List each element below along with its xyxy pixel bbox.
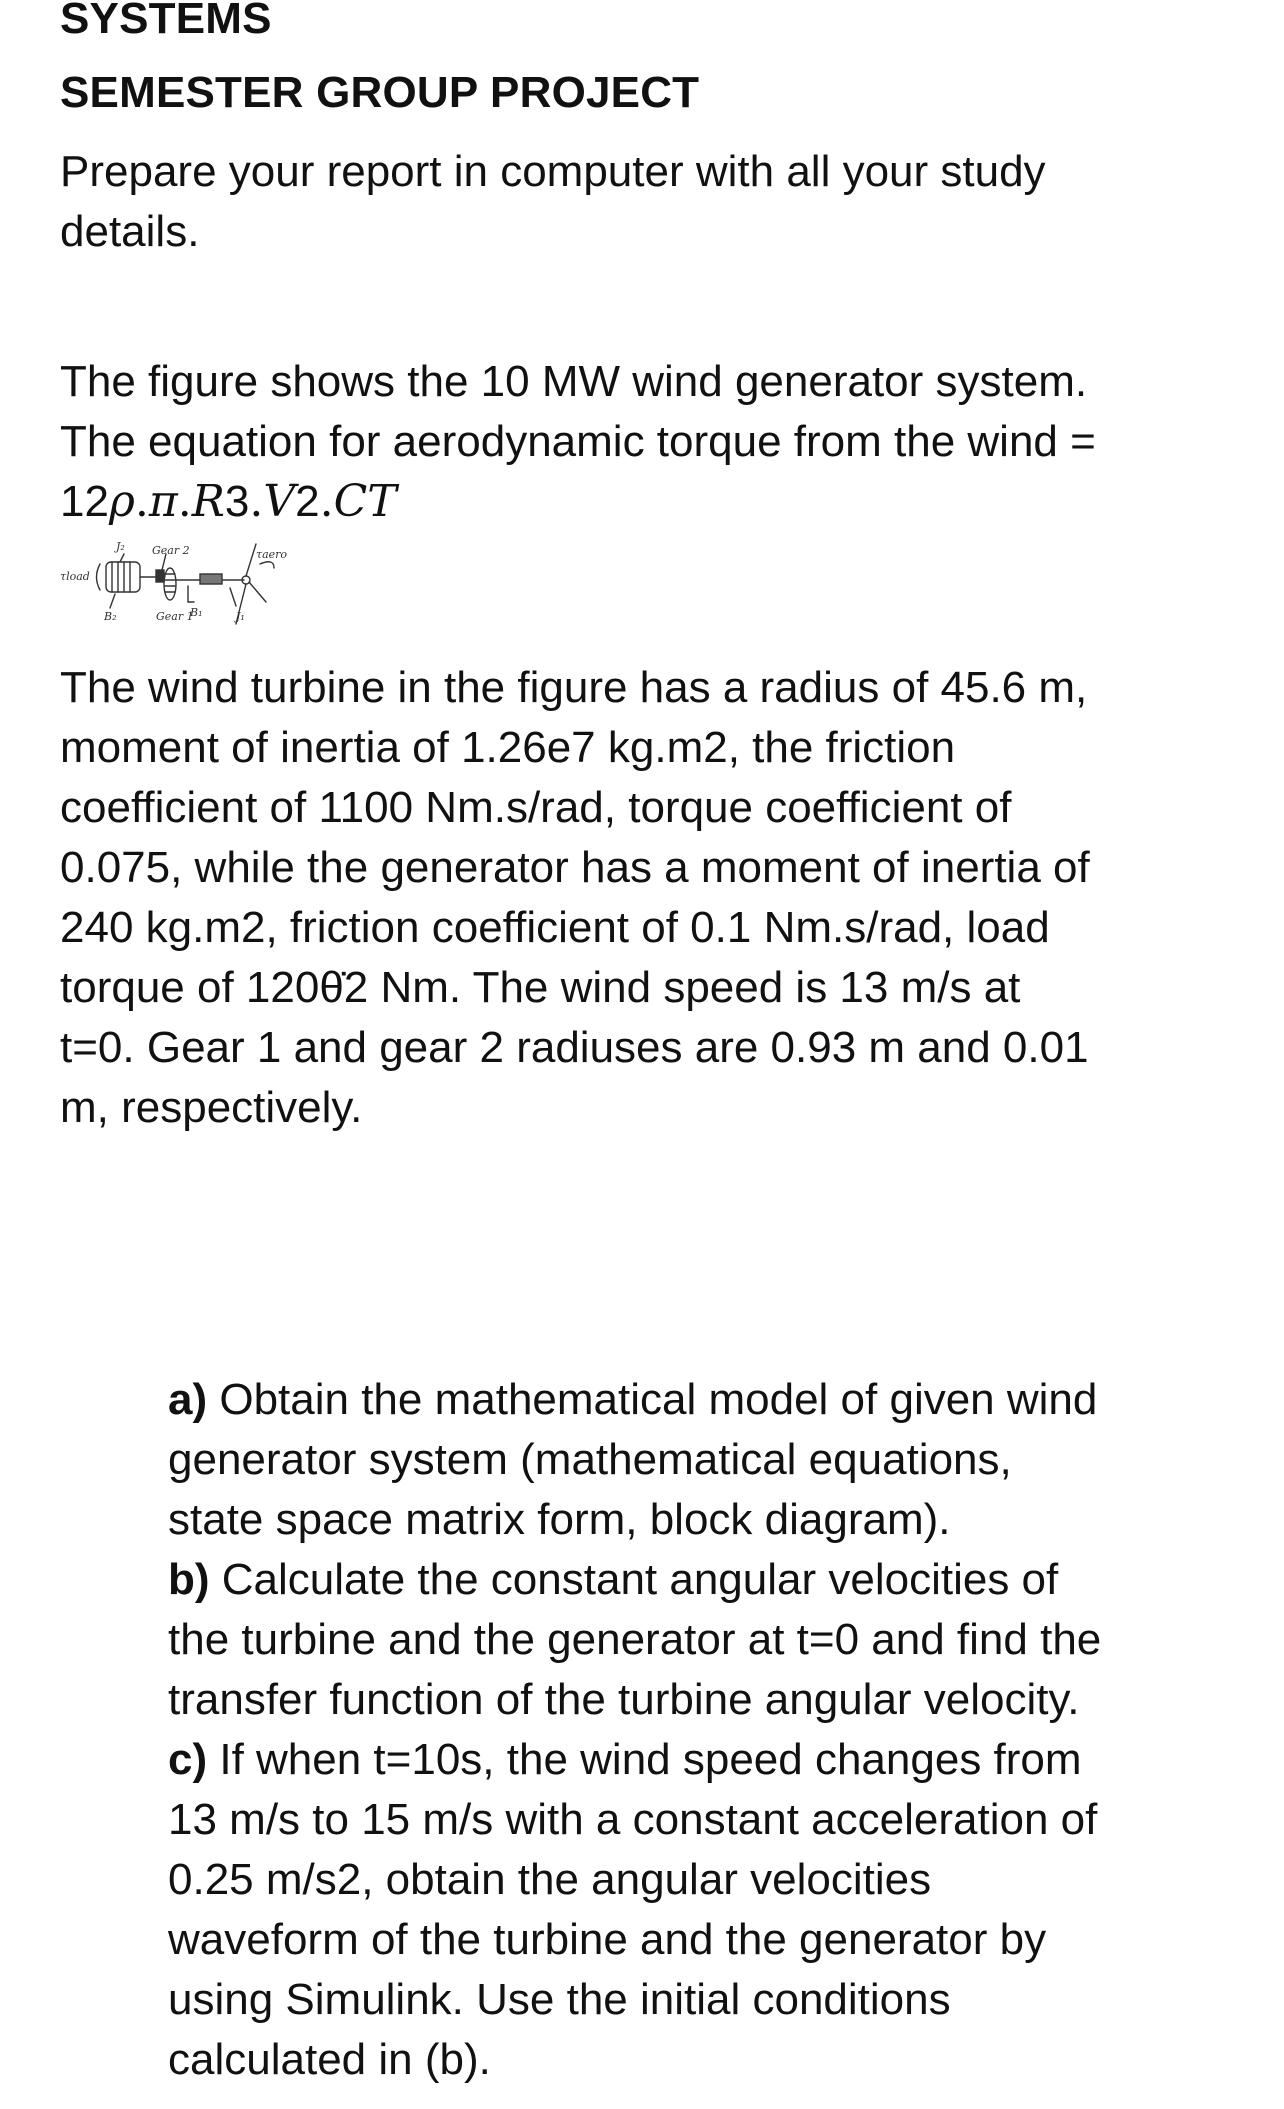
figure-label: τload <box>60 570 90 583</box>
gear-1 <box>164 568 176 600</box>
document-title: SYSTEMS <box>60 0 272 43</box>
parameters-paragraph <box>60 658 1090 1138</box>
damper-b2 <box>110 594 115 608</box>
text-line: torque of 120θ̇2 Nm. The wind speed is 13 m/s at <box>60 963 1021 1012</box>
figure-label: B₁ <box>190 606 203 619</box>
text-line: Obtain the mathematical model of given wind <box>207 1375 1098 1424</box>
damper-b1 <box>188 586 194 602</box>
figure-intro-paragraph <box>60 352 1096 472</box>
text-line: The equation for aerodynamic torque from the wind = <box>60 417 1096 466</box>
question-label: c) <box>168 1735 208 1784</box>
text-line: generator system (mathematical equations, <box>168 1435 1012 1484</box>
figure-label: Gear 2 <box>152 544 190 557</box>
figure-label: J₁ <box>236 610 245 623</box>
figure-label: J₂ <box>116 540 125 553</box>
text-line: coefficient of 1100 Nm.s/rad, torque coefficient of <box>60 783 1012 832</box>
text-line: moment of inertia of 1.26e7 kg.m2, the friction <box>60 723 956 772</box>
text-line: waveform of the turbine and the generator by <box>168 1915 1047 1964</box>
question-c <box>168 1730 1101 1790</box>
question-b <box>168 1550 1101 1610</box>
text-line: If when t=10s, the wind speed changes from <box>207 1735 1082 1784</box>
generator-body <box>106 562 140 592</box>
text-line: 0.25 m/s2, obtain the angular velocities <box>168 1855 932 1904</box>
question-a <box>168 1370 1101 1430</box>
aero-torque-arrow <box>260 562 274 568</box>
text-line: using Simulink. Use the initial conditions <box>168 1975 951 2024</box>
text-line: calculated in (b). <box>168 2035 491 2084</box>
turbine-blade <box>246 544 256 576</box>
text-line: t=0. Gear 1 and gear 2 radiuses are 0.93 m and 0.01 <box>60 1023 1089 1072</box>
turbine-blade <box>249 582 266 602</box>
load-torque-arrow <box>97 564 101 590</box>
text-line: transfer function of the turbine angular velocity. <box>168 1675 1080 1724</box>
question-label: a) <box>168 1375 208 1424</box>
question-label: b) <box>168 1555 210 1604</box>
figure-label: B₂ <box>104 610 117 623</box>
text-line: the turbine and the generator at t=0 and find the <box>168 1615 1102 1664</box>
figure-label: τaero <box>256 548 288 561</box>
text-line: details. <box>60 207 200 256</box>
project-title: SEMESTER GROUP PROJECT <box>60 68 700 117</box>
questions-list <box>168 1370 1101 2090</box>
text-line: state space matrix form, block diagram). <box>168 1495 951 1544</box>
text-line: m, respectively. <box>60 1083 363 1132</box>
gear-2 <box>156 570 164 582</box>
text-line: Prepare your report in computer with all your study <box>60 147 1046 196</box>
wind-generator-figure <box>60 528 300 640</box>
text-line: 240 kg.m2, friction coefficient of 0.1 Nm.s/rad, load <box>60 903 1050 952</box>
text-line: Calculate the constant angular velocities of <box>209 1555 1059 1604</box>
text-line: The wind turbine in the figure has a radius of 45.6 m, <box>60 663 1088 712</box>
torque-equation: 12ρ.π.R3.V2.CT <box>60 476 397 527</box>
figure-label: Gear 1 <box>156 610 194 623</box>
text-line: 0.075, while the generator has a moment of inertia of <box>60 843 1090 892</box>
text-line: The figure shows the 10 MW wind generator system. <box>60 357 1088 406</box>
bearing <box>200 574 222 584</box>
text-line: 13 m/s to 15 m/s with a constant acceleration of <box>168 1795 1098 1844</box>
intro-paragraph <box>60 142 1046 262</box>
